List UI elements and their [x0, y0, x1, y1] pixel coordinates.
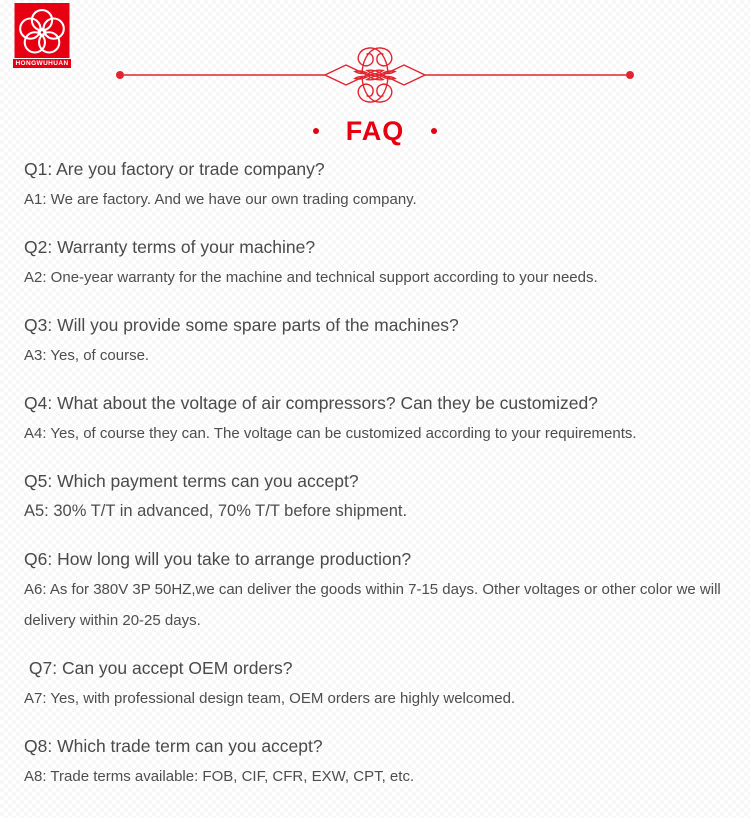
faq-answer: A2: One-year warranty for the machine and technical support according to your needs. [24, 269, 598, 286]
faq-answer: A5: 30% T/T in advanced, 70% T/T before shipment. [24, 502, 408, 520]
faq-answer: A8: Trade terms available: FOB, CIF, CFR, EXW, CPT, etc. [24, 768, 415, 785]
brand-name: HONGWUHUAN [13, 59, 71, 68]
faq-item [24, 467, 730, 527]
section-divider [0, 0, 750, 112]
faq-question: Q5: Which payment terms can you accept? [24, 471, 359, 491]
title-left-dot-icon [313, 128, 319, 134]
faq-question: Q2: Warranty terms of your machine? [24, 237, 316, 257]
title-right-dot-icon [431, 128, 437, 134]
faq-question: Q6: How long will you take to arrange production? [24, 549, 412, 569]
page-title: FAQ [345, 116, 405, 146]
faq-list [24, 155, 730, 792]
faq-title-row [0, 116, 750, 146]
brand-logo [13, 3, 71, 68]
faq-question: Q8: Which trade term can you accept? [24, 736, 323, 756]
faq-question: Q1: Are you factory or trade company? [24, 159, 325, 179]
faq-answer: A6: As for 380V 3P 50HZ,we can deliver the goods within 7-15 days. Other voltages or other color we will delivery within 20-25 days. [24, 581, 725, 629]
faq-answer: A7: Yes, with professional design team, OEM orders are highly welcomed. [24, 690, 516, 707]
faq-answer: A3: Yes, of course. [24, 347, 150, 364]
faq-question: Q4: What about the voltage of air compressors? Can they be customized? [24, 393, 598, 413]
faq-item [24, 233, 730, 293]
faq-item [24, 545, 730, 636]
divider-ornament-icon [115, 43, 635, 107]
faq-question: Q3: Will you provide some spare parts of the machines? [24, 315, 459, 335]
faq-item [24, 732, 730, 792]
faq-question: Q7: Can you accept OEM orders? [24, 658, 293, 678]
faq-answer: A4: Yes, of course they can. The voltage can be customized according to your requirements. [24, 425, 637, 442]
faq-item [24, 155, 730, 215]
faq-item [24, 654, 730, 714]
faq-item [24, 311, 730, 371]
faq-answer: A1: We are factory. And we have our own trading company. [24, 191, 417, 208]
flower-logo-icon [14, 3, 70, 58]
faq-item [24, 389, 730, 449]
